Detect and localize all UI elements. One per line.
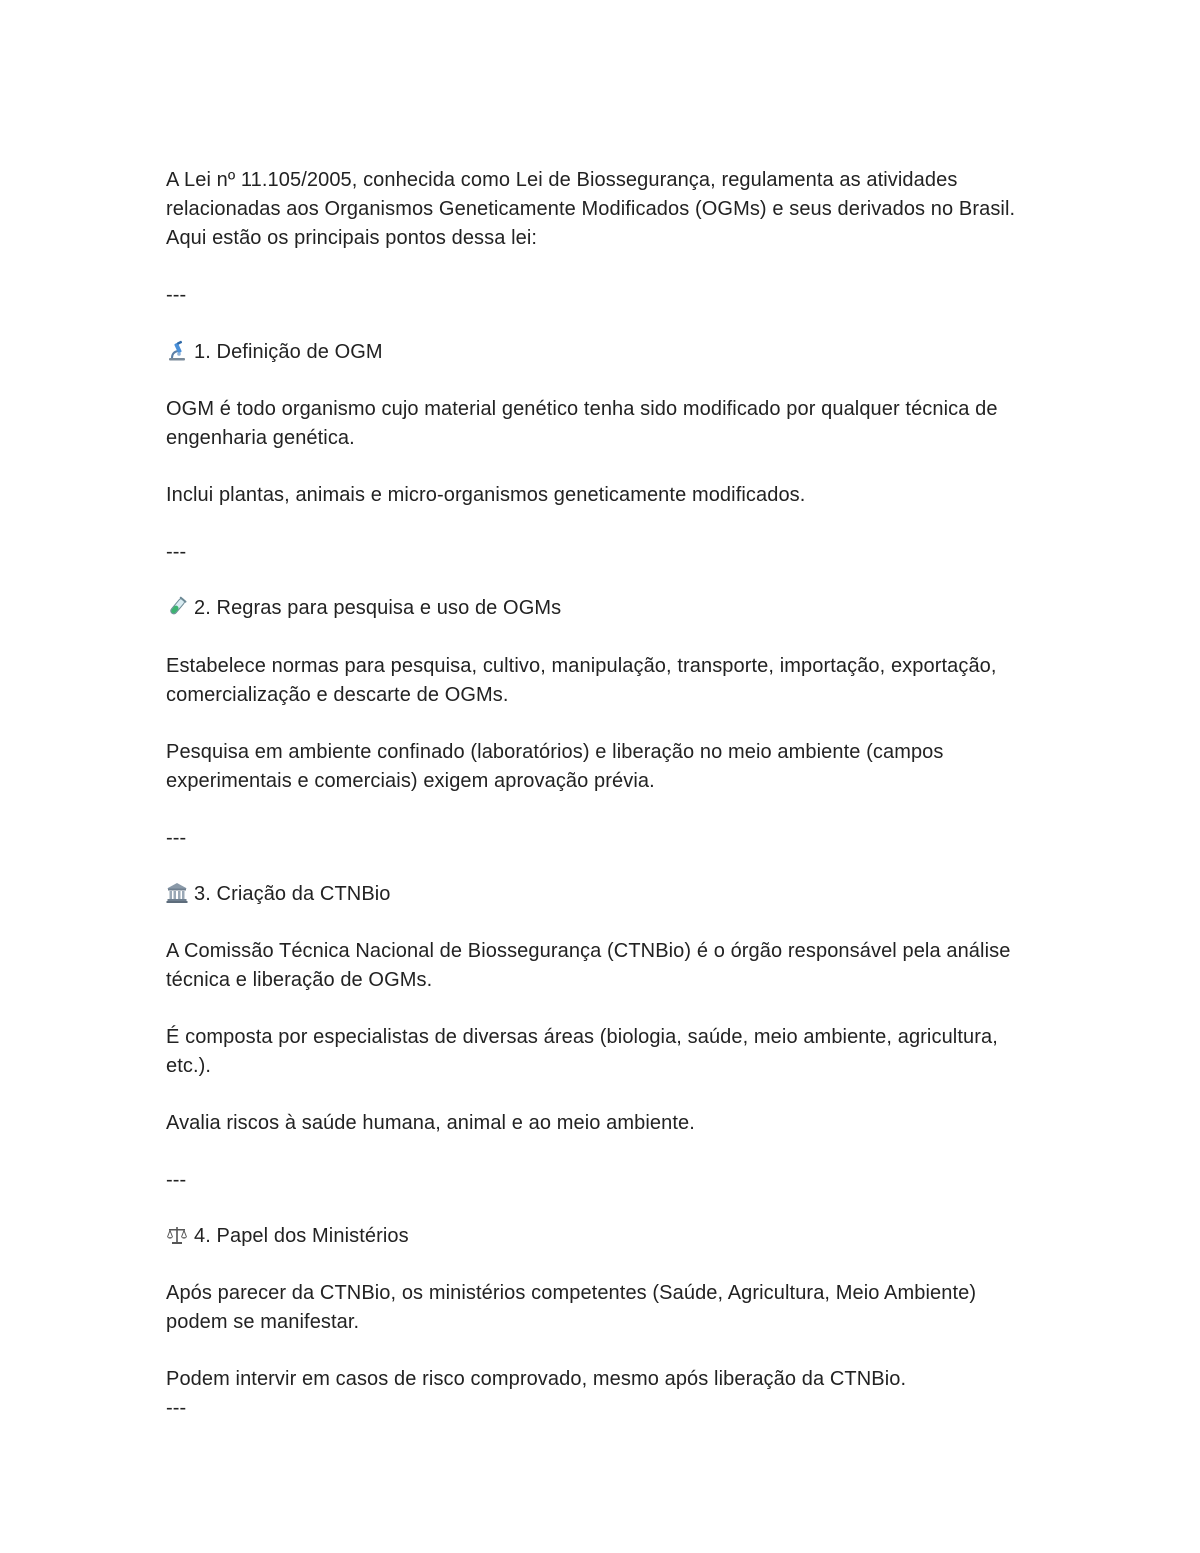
section-2-para-2-line-2: experimentais e comerciais) exigem aprovação prévia. — [166, 770, 655, 792]
section-2-para-1-line-1: Estabelece normas para pesquisa, cultivo, manipulação, transporte, importação, exportação, — [166, 655, 997, 677]
section-3-para-2-line-2: etc.). — [166, 1055, 212, 1077]
section-3-para-1-line-2: técnica e liberação de OGMs. — [166, 969, 433, 991]
section-4-para-2-line-1: Podem intervir em casos de risco comprovado, mesmo após liberação da CTNBio. — [166, 1368, 907, 1390]
intro-line-2: relacionadas aos Organismos Geneticamente Modificados (OGMs) e seus derivados no Brasil. — [166, 198, 1016, 220]
section-1-para-2-line-1: Inclui plantas, animais e micro-organismos geneticamente modificados. — [166, 484, 806, 506]
intro-line-1: A Lei nº 11.105/2005, conhecida como Lei de Biossegurança, regulamenta as atividades — [166, 169, 958, 191]
section-heading-2 — [166, 594, 561, 622]
section-3-para-2-line-1: É composta por especialistas de diversas áreas (biologia, saúde, meio ambiente, agricultura, — [166, 1026, 998, 1048]
section-2-para-1-line-2: comercialização e descarte de OGMs. — [166, 684, 509, 706]
separator: --- — [166, 541, 187, 563]
balance-scale-icon — [166, 1224, 188, 1246]
microscope-icon — [166, 340, 188, 362]
separator: --- — [166, 1397, 187, 1419]
section-3-para-1-line-1: A Comissão Técnica Nacional de Biossegurança (CTNBio) é o órgão responsável pela análise — [166, 940, 1011, 962]
section-heading-2-text: 2. Regras para pesquisa e uso de OGMs — [194, 597, 562, 619]
intro-line-3: Aqui estão os principais pontos dessa lei: — [166, 227, 538, 249]
section-4-para-1-line-2: podem se manifestar. — [166, 1311, 360, 1333]
section-2-para-2-line-1: Pesquisa em ambiente confinado (laboratórios) e liberação no meio ambiente (campos — [166, 741, 944, 763]
classical-building-icon — [166, 882, 188, 904]
section-heading-3-text: 3. Criação da CTNBio — [194, 883, 391, 905]
separator: --- — [166, 284, 187, 306]
test-tube-icon — [166, 596, 188, 618]
section-heading-1-text: 1. Definição de OGM — [194, 341, 383, 363]
section-heading-4-text: 4. Papel dos Ministérios — [194, 1225, 409, 1247]
separator: --- — [166, 827, 187, 849]
section-1-para-1-line-2: engenharia genética. — [166, 427, 355, 449]
section-heading-4 — [166, 1222, 409, 1250]
section-heading-3 — [166, 880, 391, 908]
section-heading-1 — [166, 338, 383, 366]
section-4-para-1-line-1: Após parecer da CTNBio, os ministérios competentes (Saúde, Agricultura, Meio Ambiente) — [166, 1282, 977, 1304]
section-1-para-1-line-1: OGM é todo organismo cujo material genético tenha sido modificado por qualquer técnica de — [166, 398, 998, 420]
section-3-para-3-line-1: Avalia riscos à saúde humana, animal e ao meio ambiente. — [166, 1112, 695, 1134]
separator: --- — [166, 1169, 187, 1191]
